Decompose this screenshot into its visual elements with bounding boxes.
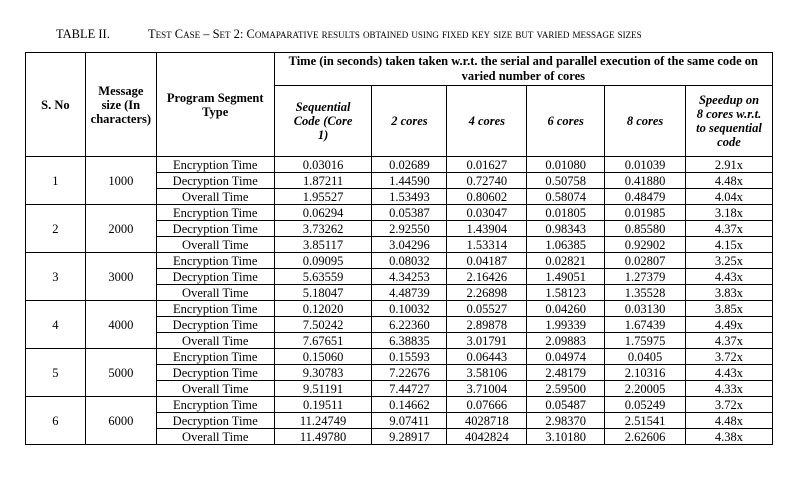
- cell-4-cores: 0.72740: [447, 173, 527, 189]
- table-label: TABLE II.: [56, 27, 110, 41]
- cell-segment-type: Overall Time: [156, 429, 274, 445]
- cell-6-cores: 2.48179: [527, 365, 605, 381]
- cell-segment-type: Encryption Time: [156, 205, 274, 221]
- cell-8-cores: 0.0405: [605, 349, 686, 365]
- header-speedup-text: Speedup on 8 cores w.r.t. to sequential code: [696, 93, 762, 149]
- cell-segment-type: Decryption Time: [156, 221, 274, 237]
- header-message-size: Message size (In characters): [85, 53, 156, 157]
- cell-4-cores: 3.01791: [447, 333, 527, 349]
- header-sequential: [274, 86, 372, 157]
- cell-sno: 6: [26, 397, 86, 445]
- cell-4-cores: 3.58106: [447, 365, 527, 381]
- header-sno: S. No: [26, 53, 86, 157]
- cell-segment-type: Encryption Time: [156, 157, 274, 173]
- cell-2-cores: 2.92550: [372, 221, 447, 237]
- cell-segment-type: Overall Time: [156, 237, 274, 253]
- cell-4-cores: 0.04187: [447, 253, 527, 269]
- header-speedup: [685, 86, 772, 157]
- cell-2-cores: 9.28917: [372, 429, 447, 445]
- cell-8-cores: 0.92902: [605, 237, 686, 253]
- cell-8-cores: 0.02807: [605, 253, 686, 269]
- cell-6-cores: 0.98343: [527, 221, 605, 237]
- cell-segment-type: Decryption Time: [156, 413, 274, 429]
- cell-segment-type: Decryption Time: [156, 173, 274, 189]
- cell-speedup: 2.91x: [685, 157, 772, 173]
- cell-sequential: 5.18047: [274, 285, 372, 301]
- cell-speedup: 4.04x: [685, 189, 772, 205]
- cell-speedup: 3.85x: [685, 301, 772, 317]
- cell-2-cores: 3.04296: [372, 237, 447, 253]
- cell-segment-type: Overall Time: [156, 285, 274, 301]
- header-4-cores: 4 cores: [447, 86, 527, 157]
- cell-8-cores: 1.67439: [605, 317, 686, 333]
- cell-speedup: 3.25x: [685, 253, 772, 269]
- cell-speedup: 3.72x: [685, 349, 772, 365]
- cell-sequential: 9.51191: [274, 381, 372, 397]
- cell-speedup: 4.38x: [685, 429, 772, 445]
- cell-sequential: 11.49780: [274, 429, 372, 445]
- cell-message-size: 6000: [85, 397, 156, 445]
- cell-segment-type: Decryption Time: [156, 365, 274, 381]
- header-6-cores: 6 cores: [527, 86, 605, 157]
- cell-sequential: 0.12020: [274, 301, 372, 317]
- cell-sequential: 0.06294: [274, 205, 372, 221]
- cell-sequential: 9.30783: [274, 365, 372, 381]
- cell-segment-type: Overall Time: [156, 381, 274, 397]
- cell-speedup: 4.48x: [685, 173, 772, 189]
- cell-6-cores: 2.98370: [527, 413, 605, 429]
- cell-speedup: 3.72x: [685, 397, 772, 413]
- cell-2-cores: 6.38835: [372, 333, 447, 349]
- cell-speedup: 4.37x: [685, 221, 772, 237]
- cell-4-cores: 4028718: [447, 413, 527, 429]
- cell-sequential: 11.24749: [274, 413, 372, 429]
- cell-sequential: 7.67651: [274, 333, 372, 349]
- cell-2-cores: 1.53493: [372, 189, 447, 205]
- cell-6-cores: 0.04260: [527, 301, 605, 317]
- cell-2-cores: 0.02689: [372, 157, 447, 173]
- cell-sequential: 3.73262: [274, 221, 372, 237]
- cell-speedup: 4.49x: [685, 317, 772, 333]
- cell-speedup: 4.37x: [685, 333, 772, 349]
- cell-message-size: 1000: [85, 157, 156, 205]
- cell-2-cores: 4.48739: [372, 285, 447, 301]
- cell-6-cores: 1.06385: [527, 237, 605, 253]
- cell-8-cores: 2.10316: [605, 365, 686, 381]
- cell-segment-type: Encryption Time: [156, 349, 274, 365]
- cell-sequential: 0.19511: [274, 397, 372, 413]
- cell-6-cores: 2.09883: [527, 333, 605, 349]
- cell-6-cores: 0.04974: [527, 349, 605, 365]
- cell-6-cores: 0.01805: [527, 205, 605, 221]
- cell-8-cores: 0.85580: [605, 221, 686, 237]
- cell-6-cores: 0.58074: [527, 189, 605, 205]
- cell-sequential: 1.95527: [274, 189, 372, 205]
- header-sequential-text: Sequential Code (Core 1): [293, 100, 353, 142]
- cell-8-cores: 2.20005: [605, 381, 686, 397]
- cell-segment-type: Encryption Time: [156, 253, 274, 269]
- cell-6-cores: 0.01080: [527, 157, 605, 173]
- cell-6-cores: 1.99339: [527, 317, 605, 333]
- cell-2-cores: 4.34253: [372, 269, 447, 285]
- cell-2-cores: 6.22360: [372, 317, 447, 333]
- cell-sno: 4: [26, 301, 86, 349]
- cell-4-cores: 1.43904: [447, 221, 527, 237]
- cell-6-cores: 1.58123: [527, 285, 605, 301]
- cell-6-cores: 2.59500: [527, 381, 605, 397]
- table-row: [26, 157, 773, 173]
- cell-2-cores: 0.08032: [372, 253, 447, 269]
- table-row: [26, 205, 773, 221]
- cell-8-cores: 0.05249: [605, 397, 686, 413]
- cell-6-cores: 0.05487: [527, 397, 605, 413]
- cell-2-cores: 0.14662: [372, 397, 447, 413]
- cell-2-cores: 0.10032: [372, 301, 447, 317]
- cell-6-cores: 1.49051: [527, 269, 605, 285]
- cell-6-cores: 0.50758: [527, 173, 605, 189]
- table-caption: [56, 27, 764, 42]
- cell-segment-type: Encryption Time: [156, 397, 274, 413]
- cell-4-cores: 3.71004: [447, 381, 527, 397]
- cell-8-cores: 0.01985: [605, 205, 686, 221]
- cell-sno: 3: [26, 253, 86, 301]
- cell-sequential: 7.50242: [274, 317, 372, 333]
- cell-8-cores: 1.35528: [605, 285, 686, 301]
- cell-segment-type: Encryption Time: [156, 301, 274, 317]
- cell-4-cores: 0.80602: [447, 189, 527, 205]
- cell-segment-type: Overall Time: [156, 333, 274, 349]
- cell-8-cores: 2.62606: [605, 429, 686, 445]
- cell-speedup: 3.18x: [685, 205, 772, 221]
- cell-8-cores: 1.75975: [605, 333, 686, 349]
- cell-4-cores: 1.53314: [447, 237, 527, 253]
- cell-4-cores: 0.07666: [447, 397, 527, 413]
- cell-sequential: 5.63559: [274, 269, 372, 285]
- cell-4-cores: 4042824: [447, 429, 527, 445]
- cell-speedup: 3.83x: [685, 285, 772, 301]
- cell-message-size: 5000: [85, 349, 156, 397]
- cell-2-cores: 9.07411: [372, 413, 447, 429]
- cell-6-cores: 0.02821: [527, 253, 605, 269]
- cell-4-cores: 2.16426: [447, 269, 527, 285]
- cell-segment-type: Decryption Time: [156, 317, 274, 333]
- cell-sequential: 0.03016: [274, 157, 372, 173]
- cell-8-cores: 0.03130: [605, 301, 686, 317]
- cell-message-size: 3000: [85, 253, 156, 301]
- cell-speedup: 4.48x: [685, 413, 772, 429]
- header-8-cores: 8 cores: [605, 86, 686, 157]
- cell-2-cores: 7.22676: [372, 365, 447, 381]
- header-time-group: Time (in seconds) taken taken w.r.t. the serial and parallel execution of the same code on varied number of cores: [274, 53, 772, 86]
- table-row: [26, 301, 773, 317]
- cell-segment-type: Overall Time: [156, 189, 274, 205]
- cell-2-cores: 0.15593: [372, 349, 447, 365]
- header-2-cores: 2 cores: [372, 86, 447, 157]
- cell-8-cores: 0.01039: [605, 157, 686, 173]
- results-table: [25, 52, 773, 445]
- cell-sequential: 3.85117: [274, 237, 372, 253]
- cell-segment-type: Decryption Time: [156, 269, 274, 285]
- table-title: Test Case – Set 2: Comaparative results obtained using fixed key size but varied message sizes: [148, 27, 642, 41]
- header-segment-type: Program Segment Type: [156, 53, 274, 157]
- cell-4-cores: 0.03047: [447, 205, 527, 221]
- cell-sno: 2: [26, 205, 86, 253]
- cell-speedup: 4.15x: [685, 237, 772, 253]
- table-body: [26, 157, 773, 445]
- cell-6-cores: 3.10180: [527, 429, 605, 445]
- cell-sequential: 0.09095: [274, 253, 372, 269]
- table-row: [26, 253, 773, 269]
- table-row: [26, 349, 773, 365]
- table-row: [26, 397, 773, 413]
- cell-8-cores: 0.48479: [605, 189, 686, 205]
- cell-2-cores: 1.44590: [372, 173, 447, 189]
- cell-8-cores: 1.27379: [605, 269, 686, 285]
- cell-speedup: 4.43x: [685, 269, 772, 285]
- cell-speedup: 4.33x: [685, 381, 772, 397]
- cell-message-size: 2000: [85, 205, 156, 253]
- cell-sequential: 0.15060: [274, 349, 372, 365]
- cell-4-cores: 2.26898: [447, 285, 527, 301]
- cell-message-size: 4000: [85, 301, 156, 349]
- cell-4-cores: 0.01627: [447, 157, 527, 173]
- cell-4-cores: 0.06443: [447, 349, 527, 365]
- cell-2-cores: 7.44727: [372, 381, 447, 397]
- cell-8-cores: 2.51541: [605, 413, 686, 429]
- cell-sno: 5: [26, 349, 86, 397]
- cell-sequential: 1.87211: [274, 173, 372, 189]
- header-row-top: [26, 53, 773, 86]
- cell-sno: 1: [26, 157, 86, 205]
- cell-4-cores: 2.89878: [447, 317, 527, 333]
- cell-8-cores: 0.41880: [605, 173, 686, 189]
- cell-2-cores: 0.05387: [372, 205, 447, 221]
- cell-speedup: 4.43x: [685, 365, 772, 381]
- cell-4-cores: 0.05527: [447, 301, 527, 317]
